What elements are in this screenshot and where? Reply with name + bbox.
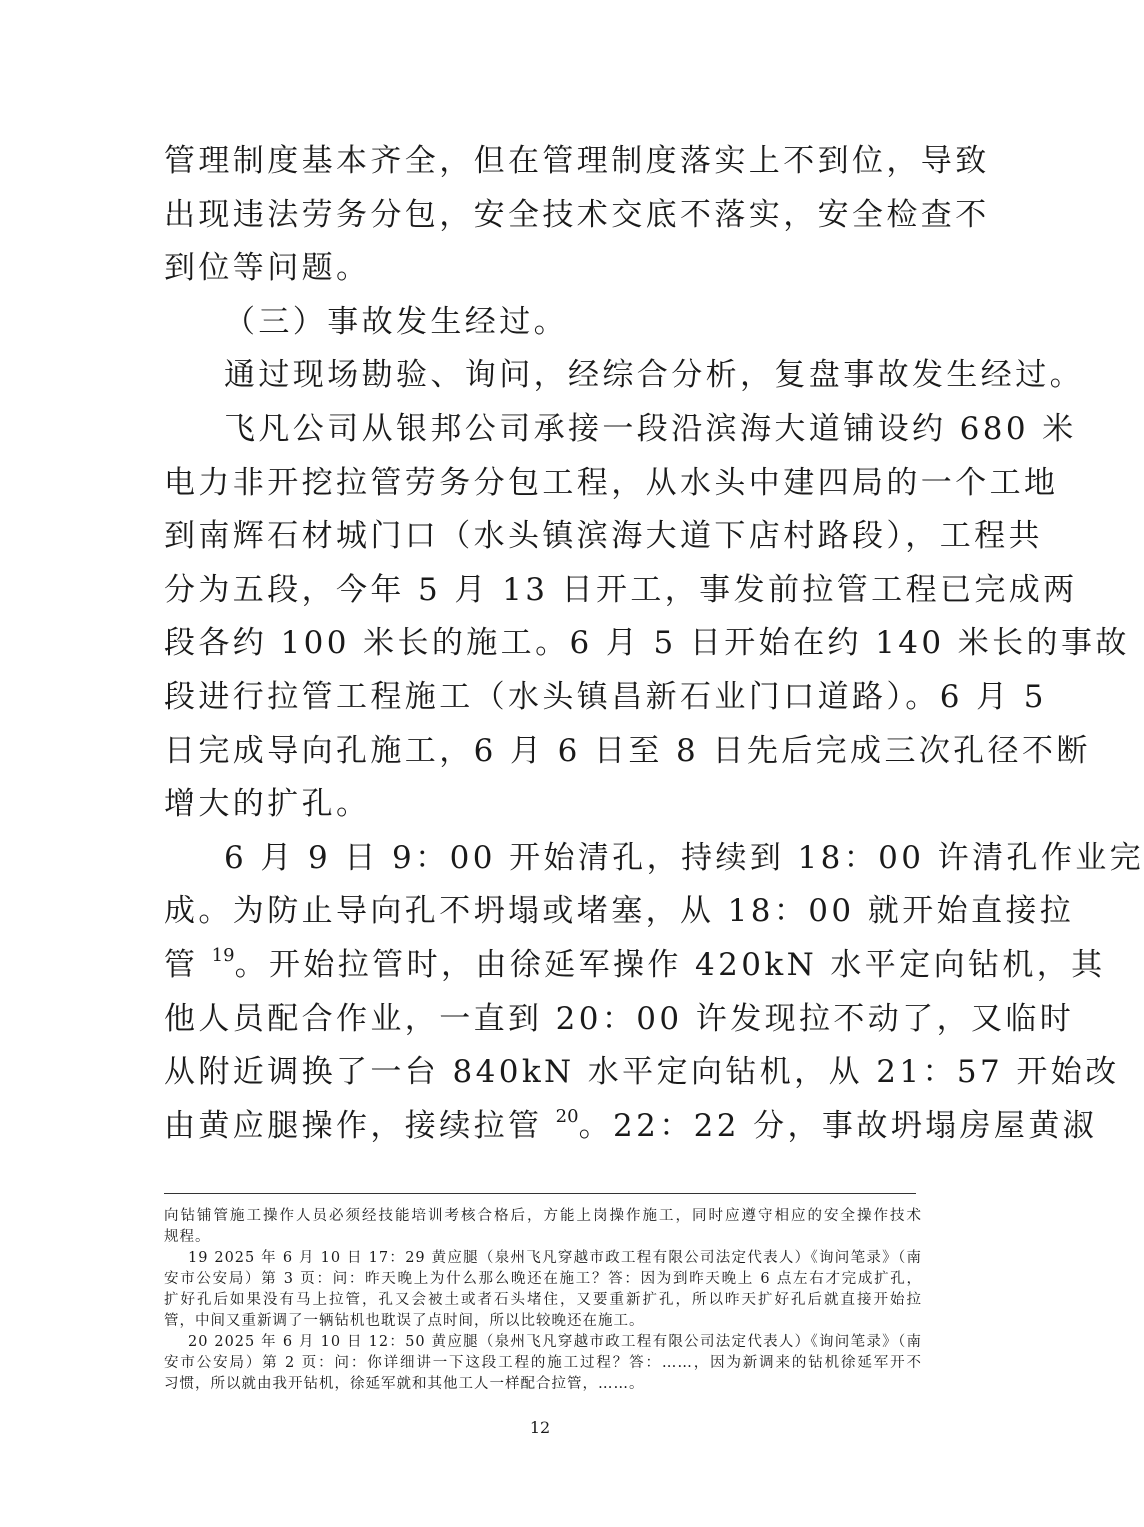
footnote-line: 扩好孔后如果没有马上拉管，孔又会被土或者石头堵住，又要重新扩孔，所以昨天扩好孔后就直接开始拉 [164,1292,922,1308]
body-line: 电力非开挖拉管劳务分包工程，从水头中建四局的一个工地 [164,464,1059,501]
body-line-text: 。开始拉管时，由徐延军操作 420kN 水平定向钻机，其 [234,946,1106,983]
footnotes [164,1206,922,1395]
footnote-line: 习惯，所以就由我开钻机，徐延军就和其他工人一样配合拉管，……。 [164,1376,645,1392]
body-text [164,135,1144,1153]
body-line: 管理制度基本齐全，但在管理制度落实上不到位，导致 [164,143,990,179]
body-line [164,1100,1098,1154]
body-line: 到南辉石材城门口（水头镇滨海大道下店村路段），工程共 [164,518,1043,555]
page-number: 12 [529,1418,551,1437]
footnote-separator [164,1193,916,1194]
footnote-line: 管，中间又重新调了一辆钻机也耽误了点时间，所以比较晚还在施工。 [164,1313,645,1329]
footnote-ref-20[interactable]: 20 [555,1105,579,1127]
body-line: 从附近调换了一台 840kN 水平定向钻机，从 21：57 开始改 [164,1054,1120,1091]
body-line-text: 管 [164,946,199,983]
footnote-19: 19 2025 年 6 月 10 日 17：29 黄应腿（泉州飞凡穿越市政工程有限公司法定代表人）《询问笔录》（南 [188,1250,922,1266]
body-line [164,939,1106,993]
body-line: 段各约 100 米长的施工。6 月 5 日开始在约 140 米长的事故 [164,625,1130,662]
footnote-line: 安市公安局）第 2 页：问：你详细讲一下这段工程的施工过程？答：……，因为新调来的钻机徐延军开不 [164,1355,922,1371]
body-line-text: 由黄应腿操作，接续拉管 [164,1107,543,1144]
footnote-ref-19[interactable]: 19 [211,944,235,966]
body-line: 通过现场勘验、询问，经综合分析，复盘事故发生经过。 [224,357,1084,394]
body-line: 6 月 9 日 9：00 开始清孔，持续到 18：00 许清孔作业完 [224,839,1144,876]
footnote-20: 20 2025 年 6 月 10 日 12：50 黄应腿（泉州飞凡穿越市政工程有限公司法定代表人）《询问笔录》（南 [188,1334,922,1350]
footnote-line: 向钻铺管施工操作人员必须经技能培训考核合格后，方能上岗操作施工，同时应遵守相应的安全操作技术 [164,1208,922,1224]
section-heading: （三）事故发生经过。 [224,303,568,340]
body-line: 段进行拉管工程施工（水头镇昌新石业门口道路）。6 月 5 [164,678,1047,715]
body-line: 日完成导向孔施工，6 月 6 日至 8 日先后完成三次孔径不断 [164,732,1091,769]
body-line: 分为五段，今年 5 月 13 日开工，事发前拉管工程已完成两 [164,571,1078,608]
body-line-text: 。22：22 分，事故坍塌房屋黄淑 [578,1107,1098,1144]
body-line: 他人员配合作业，一直到 20：00 许发现拉不动了，又临时 [164,1000,1075,1037]
body-line: 成。为防止导向孔不坍塌或堵塞，从 18：00 就开始直接拉 [164,893,1075,930]
body-line: 增大的扩孔。 [164,786,371,823]
footnote-line: 规程。 [164,1229,211,1245]
body-line: 到位等问题。 [164,250,371,287]
footnote-line: 安市公安局）第 3 页：问：昨天晚上为什么那么晚还在施工？答：因为到昨天晚上 6 点左右才完成扩孔， [164,1271,922,1287]
body-line: 飞凡公司从银邦公司承接一段沿滨海大道铺设约 680 米 [224,410,1077,447]
body-line: 出现违法劳务分包，安全技术交底不落实，安全检查不 [164,196,990,233]
